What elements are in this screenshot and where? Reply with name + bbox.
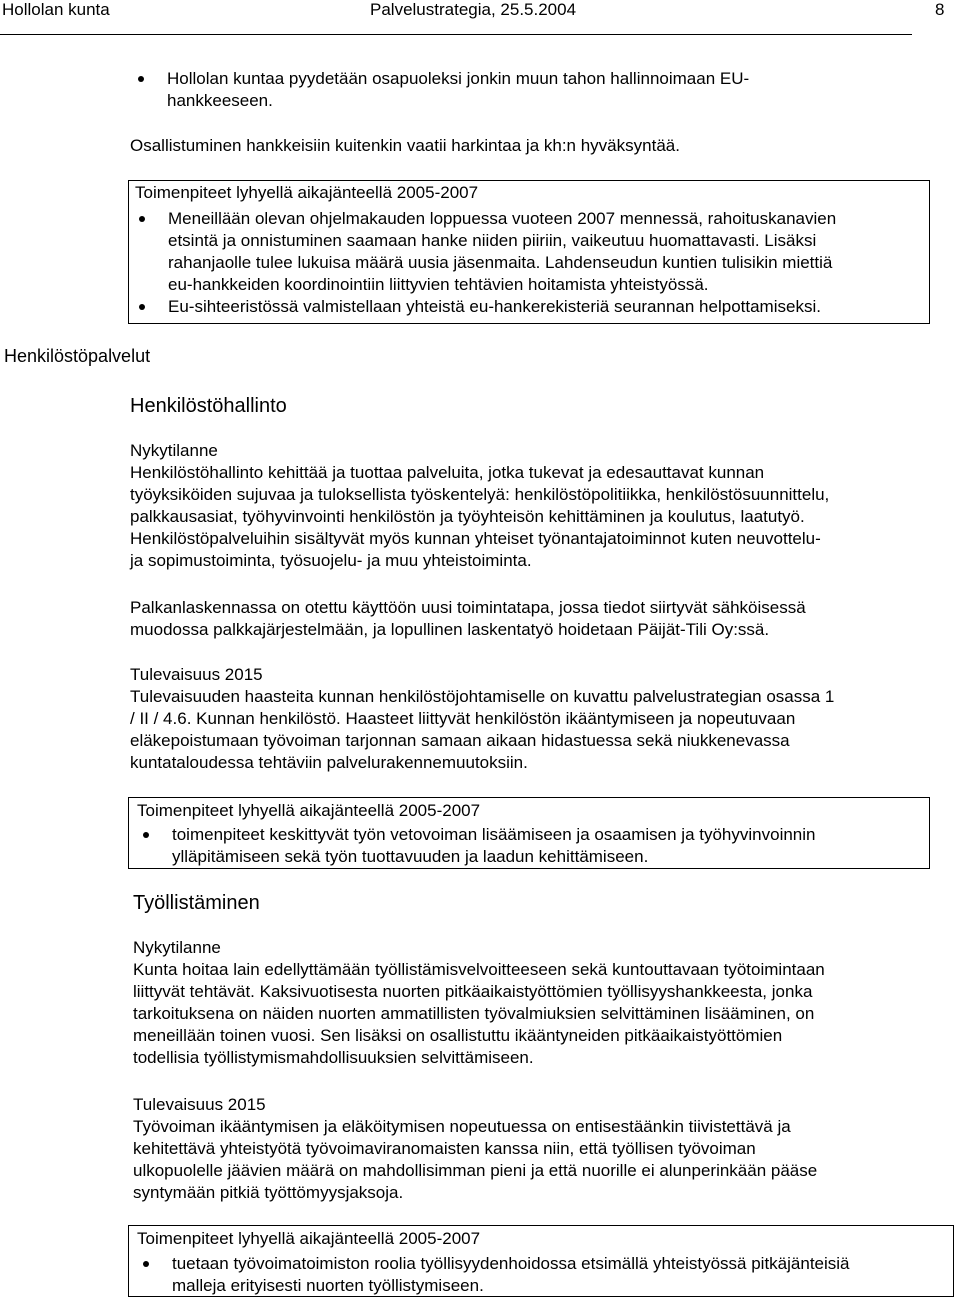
employment-future-paragraph: Työvoiman ikääntymisen ja eläköitymisen nopeutuessa on entisestäänkin tiivistettävä ja kehitettävä yhteistyötä työvoimaviranomaisten kanssa niin, että työllisen työvoiman ulkopuolelle jäävien määrä on mahdollisimman pieni ja että nuorille ei alunperinkään pääse syntymään pitkiä työttömyysjaksoja. xyxy=(133,1117,818,1202)
list-item: Meneillään olevan ohjelmakauden loppuessa vuoteen 2007 mennessä, rahoituskanavien etsintä ja onnistuminen saamaan hanke niiden piiriin, vaikeutuu huomattavasti. Lisäksi rahanjaolle tulee lukuisa määrä uusia jäsenmaita. Lahdenseudun kuntien tulisikin miettiä eu-hankkeiden koordinointiin liittyvien tehtävien hoitamista yhteistyössä. xyxy=(168,208,928,296)
bullet-icon xyxy=(138,76,144,82)
list-item: tuetaan työvoimatoimiston roolia työllisyydenhoidossa etsimällä yhteistyössä pitkäjänteisiä malleja erityisesti nuorten työllistymiseen. xyxy=(172,1253,952,1297)
side-section-label: Henkilöstöpalvelut xyxy=(4,346,151,366)
measures-box-eu xyxy=(128,180,930,324)
measures-list xyxy=(168,208,928,318)
employment-current-paragraph: Kunta hoitaa lain edellyttämään työllistämisvelvoitteeseen sekä kuntouttavaan työtoimintaan liittyvät tehtävät. Kaksivuotisesta nuorten pitkäaikaistyöttömien työllisyyshankkeesta, jonka tarkoituksena on näiden nuorten ammatillisten työvalmiuksien selvittäminen lisääminen, on meneillään toinen vuosi. Sen lisäksi on osallistuttu ikääntyneiden pitkäaikaistyöttömien todellisia työllistymismahdollisuuksien selvittämiseen. xyxy=(133,960,825,1067)
tulevaisuus-label: Tulevaisuus 2015 xyxy=(133,1095,266,1114)
payroll-paragraph: Palkanlaskennassa on otettu käyttöön uusi toimintatapa, jossa tiedot siirtyvät sähköisessä muodossa palkkajärjestelmään, ja lopullinen laskentatyö hoidetaan Päijät-Tili Oy:ssä. xyxy=(130,598,806,639)
section-heading-employment: Työllistäminen xyxy=(133,892,260,914)
measures-box-title: Toimenpiteet lyhyellä aikajänteellä 2005-2007 xyxy=(135,183,479,202)
header-org: Hollolan kunta xyxy=(2,0,110,19)
top-bullet-list xyxy=(167,68,927,112)
measures-list xyxy=(172,824,922,868)
top-note: Osallistuminen hankkeisiin kuitenkin vaatii harkintaa ja kh:n hyväksyntää. xyxy=(130,136,680,155)
list-item: Eu-sihteeristössä valmistellaan yhteistä eu-hankerekisteriä seurannan helpottamiseksi. xyxy=(168,296,928,318)
header-doc-title: Palvelustrategia, 25.5.2004 xyxy=(370,0,577,19)
bullet-icon xyxy=(143,832,149,838)
bullet-icon xyxy=(143,1261,149,1267)
nykytilanne-label: Nykytilanne xyxy=(133,938,221,957)
nykytilanne-label: Nykytilanne xyxy=(130,441,218,460)
measures-list xyxy=(172,1253,952,1297)
header-page-number: 8 xyxy=(935,0,945,19)
hr-current-paragraph: Henkilöstöhallinto kehittää ja tuottaa palveluita, jotka tukevat ja edesauttavat kunnan työyksiköiden sujuvaa ja tuloksellista työskentelyä: henkilöstöpolitiikka, henkilöstösuunnittelu, palkkausasiat, työhyvinvointi henkilöstön ja työyhteisön kehittäminen ja koulutus, laatutyö. Henkilöstöpalveluihin sisältyvät myös kunnan yhteiset työnantajatoiminnot kuten neuvottelu- ja sopimustoiminta, työsuojelu- ja muu yhteistoiminta. xyxy=(130,463,830,570)
measures-box-hr xyxy=(128,797,930,869)
measures-box-title: Toimenpiteet lyhyellä aikajänteellä 2005-2007 xyxy=(137,1229,481,1248)
hr-future-paragraph: Tulevaisuuden haasteita kunnan henkilöstöjohtamiselle on kuvattu palvelustrategian osassa 1 / II / 4.6. Kunnan henkilöstö. Haasteet liittyvät henkilöstön ikääntymiseen ja nopeutuvaan eläkepoistumaan työvoiman tarjonnan samaan aikaan hidastuessa sekä niukkenevassa kuntataloudessa tehtäviin palvelurakennemuutoksiin. xyxy=(130,687,835,772)
bullet-icon xyxy=(139,304,145,310)
header-rule xyxy=(0,34,912,35)
measures-box-employment xyxy=(128,1225,954,1297)
tulevaisuus-label: Tulevaisuus 2015 xyxy=(130,665,263,684)
bullet-icon xyxy=(139,216,145,222)
measures-box-title: Toimenpiteet lyhyellä aikajänteellä 2005-2007 xyxy=(137,801,481,820)
section-heading-hr: Henkilöstöhallinto xyxy=(130,395,287,417)
list-item: Hollolan kuntaa pyydetään osapuoleksi jonkin muun tahon hallinnoimaan EU- hankkeeseen. xyxy=(167,68,927,112)
list-item: toimenpiteet keskittyvät työn vetovoiman lisäämiseen ja osaamisen ja työhyvinvoinnin ylläpitämiseen sekä työn tuottavuuden ja laadun kehittämiseen. xyxy=(172,824,922,868)
